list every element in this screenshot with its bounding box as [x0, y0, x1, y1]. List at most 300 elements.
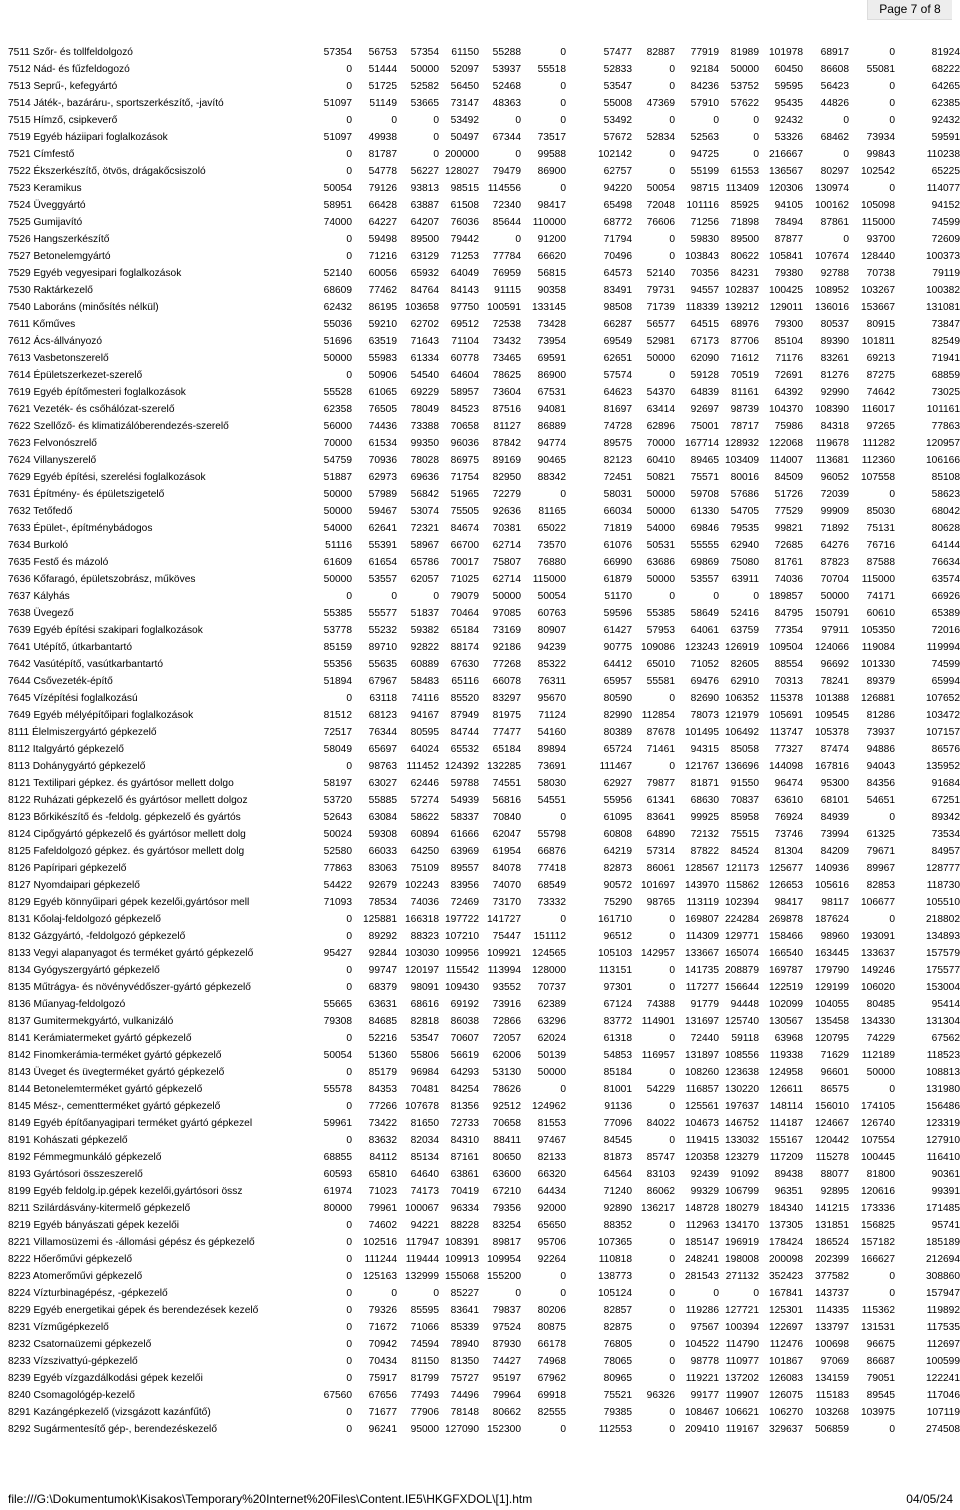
value-cell: 157579	[926, 948, 960, 959]
value-cell: 133797	[815, 1322, 849, 1333]
value-cell: 108813	[926, 1067, 960, 1078]
value-cell: 97069	[820, 1356, 849, 1367]
value-cell: 64412	[603, 659, 632, 670]
value-cell: 248241	[685, 1254, 719, 1265]
value-cell: 119167	[725, 1424, 759, 1435]
value-cell: 107652	[926, 693, 960, 704]
value-cell: 65724	[603, 744, 632, 755]
value-cell: 48363	[492, 98, 521, 109]
occupation-name-cell: 8126 Papíripari gépkezelő	[8, 863, 127, 874]
value-cell: 78065	[603, 1356, 632, 1367]
value-cell: 66926	[931, 591, 960, 602]
value-cell: 76311	[538, 676, 566, 687]
value-cell: 70017	[450, 557, 479, 568]
value-cell: 53130	[492, 1067, 521, 1078]
value-cell: 74496	[450, 1390, 479, 1401]
value-cell: 115000	[861, 574, 895, 585]
occupation-name-cell: 8142 Finomkerámia-terméket gyártó gépkezelő	[8, 1050, 222, 1061]
value-cell: 52140	[646, 268, 675, 279]
value-cell: 122519	[769, 982, 803, 993]
value-cell: 117046	[926, 1390, 960, 1401]
value-cell: 72279	[492, 489, 521, 500]
table-row	[0, 231, 960, 248]
occupation-name-cell: 8292 Sugármentesítő gép-, berendezéskezelő	[8, 1424, 217, 1435]
occupation-name-cell: 7633 Épület-, építménybádogos	[8, 523, 153, 534]
value-cell: 126881	[861, 693, 895, 704]
value-cell: 0	[669, 1237, 675, 1248]
value-cell: 74000	[323, 217, 352, 228]
value-cell: 83772	[603, 1016, 632, 1027]
value-cell: 106677	[861, 897, 895, 908]
value-cell: 68101	[820, 795, 849, 806]
value-cell: 80595	[410, 727, 439, 738]
value-cell: 50821	[646, 472, 675, 483]
value-cell: 82857	[603, 1305, 632, 1316]
value-cell: 95670	[537, 693, 566, 704]
value-cell: 178424	[769, 1237, 803, 1248]
value-cell: 125677	[769, 863, 803, 874]
occupation-name-cell: 8233 Vízszivattyú-gépkezelő	[8, 1356, 138, 1367]
table-row	[0, 1387, 960, 1404]
occupation-name-cell: 8199 Egyéb feldolg.ip.gépek kezelői,gyártósori össz	[8, 1186, 243, 1197]
value-cell: 54759	[323, 455, 352, 466]
occupation-name-cell: 7642 Vasútépítő, vasútkarbantartó	[8, 659, 163, 670]
value-cell: 68772	[603, 217, 632, 228]
value-cell: 99391	[931, 1186, 960, 1197]
value-cell: 224284	[725, 914, 759, 925]
value-cell: 99909	[820, 506, 849, 517]
value-cell: 126075	[769, 1390, 803, 1401]
value-cell: 68609	[323, 285, 352, 296]
value-cell: 52981	[646, 336, 675, 347]
value-cell: 96675	[866, 1339, 895, 1350]
value-cell: 52416	[730, 608, 759, 619]
value-cell: 143737	[815, 1288, 849, 1299]
value-cell: 74728	[603, 421, 632, 432]
value-cell: 329637	[769, 1424, 803, 1435]
value-cell: 58030	[537, 778, 566, 789]
value-cell: 63686	[646, 557, 675, 568]
value-cell: 0	[346, 591, 352, 602]
value-cell: 87474	[820, 744, 849, 755]
value-cell: 196919	[725, 1237, 759, 1248]
value-cell: 153004	[926, 982, 960, 993]
value-cell: 64144	[931, 540, 960, 551]
value-cell: 64049	[450, 268, 479, 279]
value-cell: 0	[515, 234, 521, 245]
occupation-name-cell: 7629 Egyéb építési, szerelési foglalkozások	[8, 472, 206, 483]
value-cell: 0	[889, 1424, 895, 1435]
table-row	[0, 1149, 960, 1166]
value-cell: 55578	[323, 1084, 352, 1095]
occupation-name-cell: 8145 Mész-, cementterméket gyártó gépkezelő	[8, 1101, 221, 1112]
table-row	[0, 1302, 960, 1319]
occupation-name-cell: 8124 Cipőgyártó gépkezelő és gyártósor mellett dolg	[8, 829, 246, 840]
value-cell: 74427	[492, 1356, 521, 1367]
value-cell: 0	[889, 47, 895, 58]
value-cell: 114187	[769, 1118, 803, 1129]
value-cell: 151112	[533, 931, 566, 942]
value-cell: 115378	[769, 693, 803, 704]
value-cell: 63129	[410, 251, 439, 262]
table-row	[0, 265, 960, 282]
table-row	[0, 520, 960, 537]
value-cell: 200000	[445, 149, 479, 160]
value-cell: 79126	[368, 183, 397, 194]
table-row	[0, 945, 960, 962]
value-cell: 102142	[598, 149, 632, 160]
value-cell: 88228	[450, 1220, 479, 1231]
occupation-name-cell: 7634 Burkoló	[8, 540, 69, 551]
value-cell: 106020	[861, 982, 895, 993]
value-cell: 99747	[368, 965, 397, 976]
value-cell: 134330	[861, 1016, 895, 1027]
value-cell: 66178	[537, 1339, 566, 1350]
value-cell: 107119	[926, 1407, 960, 1418]
value-cell: 72538	[492, 319, 521, 330]
value-cell: 87161	[450, 1152, 479, 1163]
value-cell: 0	[560, 1288, 566, 1299]
value-cell: 100445	[861, 1152, 895, 1163]
value-cell: 59210	[368, 319, 397, 330]
value-cell: 74070	[492, 880, 521, 891]
value-cell: 77096	[603, 1118, 632, 1129]
value-cell: 92990	[820, 387, 849, 398]
value-cell: 54229	[646, 1084, 675, 1095]
value-cell: 72340	[492, 200, 521, 211]
table-row	[0, 843, 960, 860]
value-cell: 115362	[861, 1305, 895, 1316]
value-cell: 59382	[410, 625, 439, 636]
value-cell: 82034	[410, 1135, 439, 1146]
table-row	[0, 1285, 960, 1302]
value-cell: 77354	[774, 625, 803, 636]
value-cell: 119892	[926, 1305, 960, 1316]
value-cell: 79535	[730, 523, 759, 534]
value-cell: 75807	[492, 557, 521, 568]
value-cell: 54853	[603, 1050, 632, 1061]
value-cell: 80297	[820, 166, 849, 177]
value-cell: 99329	[690, 1186, 719, 1197]
value-cell: 94081	[537, 404, 566, 415]
value-cell: 97567	[690, 1322, 719, 1333]
value-cell: 61334	[410, 353, 439, 364]
value-cell: 115000	[532, 574, 566, 585]
value-cell: 125163	[363, 1271, 397, 1282]
occupation-name-cell: 7611 Kőműves	[8, 319, 76, 330]
value-cell: 0	[669, 1407, 675, 1418]
value-cell: 84143	[450, 285, 479, 296]
value-cell: 64623	[603, 387, 632, 398]
value-cell: 87930	[492, 1339, 521, 1350]
value-cell: 0	[346, 1237, 352, 1248]
value-cell: 0	[669, 81, 675, 92]
value-cell: 81761	[774, 557, 803, 568]
value-cell: 71124	[538, 710, 566, 721]
value-cell: 0	[346, 81, 352, 92]
value-cell: 179790	[815, 965, 849, 976]
value-cell: 74036	[410, 897, 439, 908]
value-cell: 64227	[368, 217, 397, 228]
occupation-name-cell: 7619 Egyéb építőmesteri foglalkozások	[8, 387, 186, 398]
value-cell: 156010	[815, 1101, 849, 1112]
value-cell: 72057	[492, 1033, 521, 1044]
value-cell: 53492	[603, 115, 632, 126]
occupation-name-cell: 7527 Betonelemgyártó	[8, 251, 111, 262]
value-cell: 71176	[775, 353, 803, 364]
occupation-name-cell: 8137 Gumitermekgyártó, vulkanizáló	[8, 1016, 174, 1027]
value-cell: 84236	[690, 81, 719, 92]
value-cell: 92822	[410, 642, 439, 653]
value-cell: 128000	[532, 965, 566, 976]
value-cell: 74171	[866, 591, 895, 602]
value-cell: 70000	[323, 438, 352, 449]
value-cell: 55199	[690, 166, 719, 177]
value-cell: 53752	[730, 81, 759, 92]
value-cell: 62090	[690, 353, 719, 364]
value-cell: 80907	[537, 625, 566, 636]
value-cell: 70519	[730, 370, 759, 381]
value-cell: 105103	[598, 948, 632, 959]
occupation-name-cell: 8224 Vízturbinagépész, -gépkezelő	[8, 1288, 168, 1299]
occupation-name-cell: 8291 Kazángépkezelő (vizsgázott kazánfűtő)	[8, 1407, 211, 1418]
value-cell: 60778	[450, 353, 479, 364]
value-cell: 109430	[445, 982, 479, 993]
value-cell: 84231	[730, 268, 759, 279]
value-cell: 87822	[690, 846, 719, 857]
occupation-name-cell: 7641 Utépítő, útkarbantartó	[8, 642, 133, 653]
value-cell: 87842	[492, 438, 521, 449]
value-cell: 94152	[931, 200, 960, 211]
occupation-name-cell: 8134 Gyógyszergyártó gépkezelő	[8, 965, 160, 976]
value-cell: 111452	[406, 761, 439, 772]
occupation-name-cell: 7631 Építmény- és épületszigetelő	[8, 489, 165, 500]
value-cell: 71739	[646, 302, 675, 313]
value-cell: 112360	[861, 455, 895, 466]
value-cell: 87861	[820, 217, 849, 228]
value-cell: 0	[713, 1288, 719, 1299]
table-row	[0, 673, 960, 690]
value-cell: 92000	[537, 1203, 566, 1214]
table-row	[0, 860, 960, 877]
value-cell: 51360	[368, 1050, 397, 1061]
value-cell: 89438	[774, 1169, 803, 1180]
value-cell: 79671	[866, 846, 895, 857]
value-cell: 80650	[492, 1152, 521, 1163]
value-cell: 89465	[690, 455, 719, 466]
value-cell: 0	[433, 149, 439, 160]
occupation-name-cell: 8113 Dohánygyártó gépkezelő	[8, 761, 146, 772]
table-row	[0, 962, 960, 979]
value-cell: 78494	[774, 217, 803, 228]
value-cell: 114007	[769, 455, 803, 466]
occupation-name-cell: 7639 Egyéb építési szakipari foglalkozások	[8, 625, 203, 636]
value-cell: 71819	[603, 523, 632, 534]
value-cell: 108390	[815, 404, 849, 415]
value-cell: 79442	[450, 234, 479, 245]
value-cell: 131897	[685, 1050, 719, 1061]
value-cell: 51170	[604, 591, 632, 602]
table-row	[0, 758, 960, 775]
value-cell: 76634	[931, 557, 960, 568]
value-cell: 98763	[368, 761, 397, 772]
table-row	[0, 622, 960, 639]
value-cell: 80537	[820, 319, 849, 330]
value-cell: 0	[346, 1424, 352, 1435]
value-cell: 74642	[866, 387, 895, 398]
table-row	[0, 1166, 960, 1183]
value-cell: 0	[391, 115, 397, 126]
value-cell: 62927	[603, 778, 632, 789]
value-cell: 126919	[725, 642, 759, 653]
value-cell: 66700	[450, 540, 479, 551]
value-cell: 86062	[646, 1186, 675, 1197]
table-row	[0, 333, 960, 350]
value-cell: 62385	[931, 98, 960, 109]
value-cell: 71066	[410, 1322, 439, 1333]
value-cell: 0	[669, 931, 675, 942]
value-cell: 0	[346, 982, 352, 993]
value-cell: 0	[560, 812, 566, 823]
value-cell: 67531	[537, 387, 566, 398]
value-cell: 124958	[769, 1067, 803, 1078]
value-cell: 269878	[769, 914, 803, 925]
value-cell: 61076	[603, 540, 632, 551]
value-cell: 85595	[410, 1305, 439, 1316]
value-cell: 55635	[368, 659, 397, 670]
value-cell: 82873	[603, 863, 632, 874]
value-cell: 0	[889, 183, 895, 194]
table-row	[0, 146, 960, 163]
value-cell: 0	[346, 914, 352, 925]
value-cell: 125881	[363, 914, 397, 925]
value-cell: 55665	[323, 999, 352, 1010]
value-cell: 91779	[690, 999, 719, 1010]
value-cell: 123243	[685, 642, 719, 653]
value-cell: 52216	[368, 1033, 397, 1044]
value-cell: 110000	[532, 217, 566, 228]
value-cell: 70936	[368, 455, 397, 466]
value-cell: 84310	[450, 1135, 479, 1146]
occupation-name-cell: 7635 Festő és mázoló	[8, 557, 109, 568]
value-cell: 92186	[492, 642, 521, 653]
value-cell: 65932	[410, 268, 439, 279]
occupation-name-cell: 8123 Bőrkikészítő és -feldolg. gépkezelő és gyártós	[8, 812, 241, 823]
value-cell: 174105	[861, 1101, 895, 1112]
value-cell: 92432	[774, 115, 803, 126]
value-cell: 55581	[646, 676, 675, 687]
value-cell: 67967	[368, 676, 397, 687]
value-cell: 81975	[492, 710, 521, 721]
value-cell: 74551	[492, 778, 521, 789]
value-cell: 89500	[410, 234, 439, 245]
value-cell: 80965	[603, 1373, 632, 1384]
value-cell: 117947	[405, 1237, 439, 1248]
value-cell: 70434	[368, 1356, 397, 1367]
occupation-name-cell: 8229 Egyéb energetikai gépek és berendezések kezelő	[8, 1305, 259, 1316]
value-cell: 0	[753, 115, 759, 126]
value-cell: 63574	[931, 574, 960, 585]
value-cell: 62896	[646, 421, 675, 432]
table-row	[0, 639, 960, 656]
value-cell: 74599	[931, 217, 960, 228]
value-cell: 92439	[690, 1169, 719, 1180]
value-cell: 64573	[603, 268, 632, 279]
value-cell: 67344	[492, 132, 521, 143]
table-row	[0, 537, 960, 554]
value-cell: 0	[560, 47, 566, 58]
value-cell: 77462	[368, 285, 397, 296]
value-cell: 82123	[603, 455, 632, 466]
value-cell: 65786	[410, 557, 439, 568]
value-cell: 119286	[685, 1305, 719, 1316]
value-cell: 65022	[537, 523, 566, 534]
value-cell: 167714	[685, 438, 719, 449]
value-cell: 70658	[450, 421, 479, 432]
value-cell: 75917	[368, 1373, 397, 1384]
value-cell: 50000	[820, 591, 849, 602]
value-cell: 82133	[537, 1152, 566, 1163]
table-row	[0, 248, 960, 265]
value-cell: 68859	[931, 370, 960, 381]
value-cell: 70738	[866, 268, 895, 279]
value-cell: 70381	[492, 523, 521, 534]
value-cell: 0	[346, 1356, 352, 1367]
value-cell: 103843	[685, 251, 719, 262]
value-cell: 186524	[815, 1237, 849, 1248]
value-cell: 69192	[450, 999, 479, 1010]
value-cell: 167841	[769, 1288, 803, 1299]
value-cell: 71672	[368, 1322, 397, 1333]
value-cell: 80389	[603, 727, 632, 738]
value-cell: 70496	[603, 251, 632, 262]
value-cell: 169787	[769, 965, 803, 976]
value-cell: 113119	[686, 897, 719, 908]
value-cell: 84509	[774, 472, 803, 483]
value-cell: 81350	[450, 1356, 479, 1367]
value-cell: 86889	[537, 421, 566, 432]
occupation-name-cell: 8141 Kerámiatermeket gyártó gépkezelő	[8, 1033, 192, 1044]
value-cell: 73169	[492, 625, 521, 636]
occupation-name-cell: 7624 Villanyszerelő	[8, 455, 97, 466]
value-cell: 131980	[926, 1084, 960, 1095]
value-cell: 54000	[646, 523, 675, 534]
table-row	[0, 979, 960, 996]
value-cell: 87516	[492, 404, 521, 415]
value-cell: 72866	[492, 1016, 521, 1027]
value-cell: 59498	[368, 234, 397, 245]
value-cell: 99843	[866, 149, 895, 160]
value-cell: 105378	[815, 727, 849, 738]
value-cell: 105124	[598, 1288, 632, 1299]
table-row	[0, 95, 960, 112]
value-cell: 101978	[769, 47, 803, 58]
table-row	[0, 367, 960, 384]
value-cell: 61974	[323, 1186, 352, 1197]
value-cell: 101116	[686, 200, 719, 211]
value-cell: 87823	[820, 557, 849, 568]
occupation-name-cell: 8125 Fafeldolgozó gépkez. és gyártósor mellett dolg	[8, 846, 245, 857]
value-cell: 75447	[492, 931, 521, 942]
value-cell: 158466	[769, 931, 803, 942]
occupation-name-cell: 7638 Üvegező	[8, 608, 74, 619]
value-cell: 62641	[368, 523, 397, 534]
value-cell: 96241	[368, 1424, 397, 1435]
value-cell: 53326	[774, 132, 803, 143]
value-cell: 112963	[685, 1220, 719, 1231]
value-cell: 137202	[725, 1373, 759, 1384]
table-row	[0, 996, 960, 1013]
